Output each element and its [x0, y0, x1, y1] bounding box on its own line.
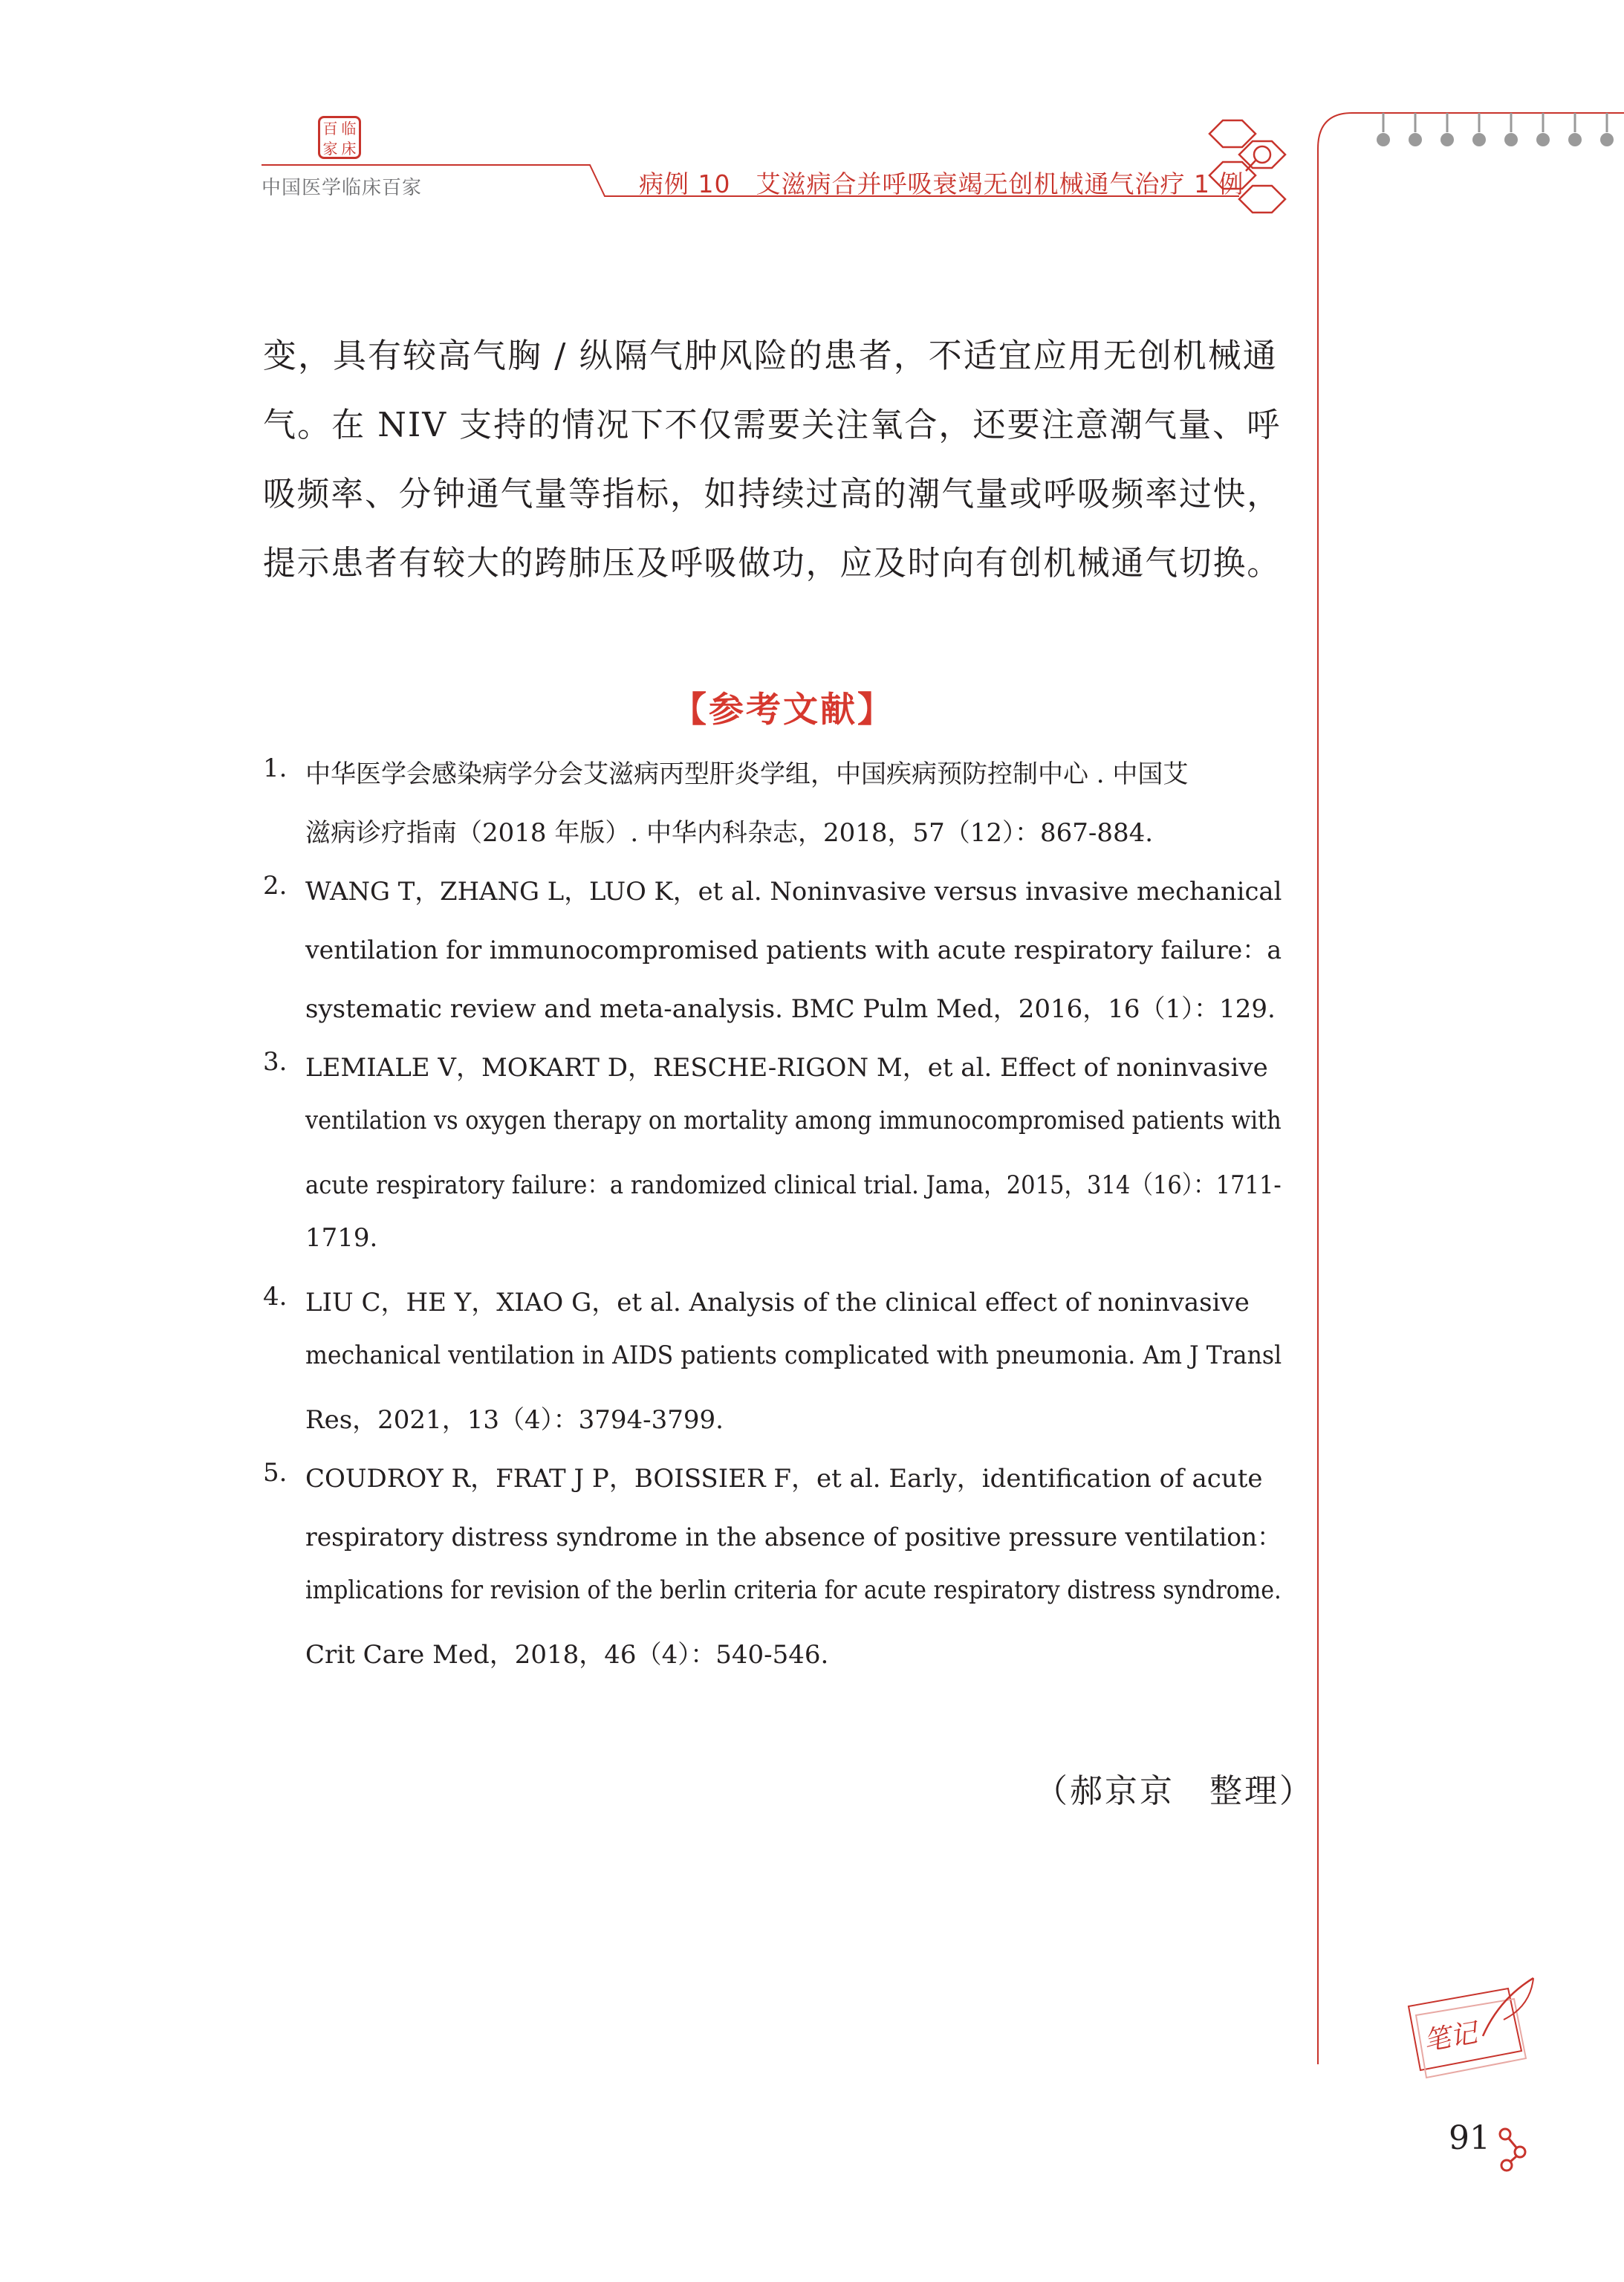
reference-line: systematic review and meta-analysis. BMC Pulm Med，2016，16（1）：129.: [305, 994, 1276, 1024]
reference-number: 1.: [263, 753, 288, 783]
binding-ring: [1536, 113, 1550, 146]
binding-ring: [1377, 113, 1390, 146]
reference-line: LEMIALE V，MOKART D，RESCHE-RIGON M，et al. Effect of noninvasive: [305, 1053, 1268, 1083]
seal-char: 床: [341, 140, 357, 158]
references-heading: 【参考文献】: [672, 690, 894, 730]
page-number: 91: [1449, 2119, 1490, 2157]
reference-line: WANG T，ZHANG L，LUO K，et al. Noninvasive versus invasive mechanical: [305, 877, 1282, 907]
paragraph-line: 变，具有较高气胸 / 纵隔气肿风险的患者，不适宜应用无创机械通: [263, 336, 1278, 375]
reference-line: ventilation for immunocompromised patients with acute respiratory failure：a: [305, 936, 1282, 965]
reference-line: acute respiratory failure：a randomized clinical trial. Jama，2015，314（16）：1711-: [305, 1170, 1282, 1200]
reference-line: LIU C，HE Y，XIAO G，et al. Analysis of the clinical effect of noninvasive: [305, 1288, 1250, 1317]
reference-line: 中华医学会感染病学分会艾滋病丙型肝炎学组，中国疾病预防控制中心 . 中国艾: [305, 759, 1189, 789]
binding-ring: [1472, 113, 1486, 146]
reference-number: 3.: [263, 1047, 288, 1077]
paragraph-line: 气。在 NIV 支持的情况下不仅需要关注氧合，还要注意潮气量、呼: [263, 405, 1282, 444]
binding-ring: [1568, 113, 1582, 146]
molecule-icon: [1500, 2129, 1525, 2171]
series-name: 中国医学临床百家: [262, 177, 423, 199]
reference-line: 滋病诊疗指南（2018 年版）. 中华内科杂志，2018，57（12）：867-884.: [305, 818, 1154, 848]
reference-line: implications for revision of the berlin criteria for acute respiratory distress syndrome.: [305, 1575, 1282, 1605]
notes-label: 笔记: [1421, 2017, 1480, 2058]
reference-number: 5.: [263, 1458, 288, 1488]
binding-ring: [1409, 113, 1422, 146]
binding-ring: [1600, 113, 1614, 146]
binding-ring: [1441, 113, 1454, 146]
reference-line: Res，2021，13（4）：3794-3799.: [305, 1405, 724, 1435]
chapter-title: 病例 10 艾滋病合并呼吸衰竭无创机械通气治疗 1 例: [639, 169, 1244, 198]
seal-char: 临: [341, 120, 357, 137]
margin-rule: [1318, 113, 1352, 2064]
notes-sticker-icon: [1409, 1978, 1533, 2078]
reference-line: COUDROY R，FRAT J P，BOISSIER F，et al. Early，identification of acute: [305, 1464, 1263, 1494]
editor-note: （郝京京 整理）: [1035, 1772, 1314, 1810]
reference-line: Crit Care Med，2018，46（4）：540-546.: [305, 1640, 829, 1670]
binding-ring: [1504, 113, 1518, 146]
reference-number: 4.: [263, 1282, 288, 1312]
seal-char: 家: [322, 140, 338, 158]
reference-number: 2.: [263, 871, 288, 901]
paragraph-line: 提示患者有较大的跨肺压及呼吸做功，应及时向有创机械通气切换。: [263, 543, 1282, 583]
seal-char: 百: [322, 120, 338, 137]
reference-line: respiratory distress syndrome in the absence of positive pressure ventilation：: [305, 1523, 1282, 1552]
reference-line: mechanical ventilation in AIDS patients complicated with pneumonia. Am J Transl: [305, 1341, 1282, 1370]
binding-rings: [1377, 113, 1614, 146]
reference-line: 1719.: [305, 1223, 378, 1253]
reference-line: ventilation vs oxygen therapy on mortality among immunocompromised patients with: [305, 1106, 1282, 1135]
paragraph-line: 吸频率、分钟通气量等指标，如持续过高的潮气量或呼吸频率过快，: [263, 474, 1282, 513]
